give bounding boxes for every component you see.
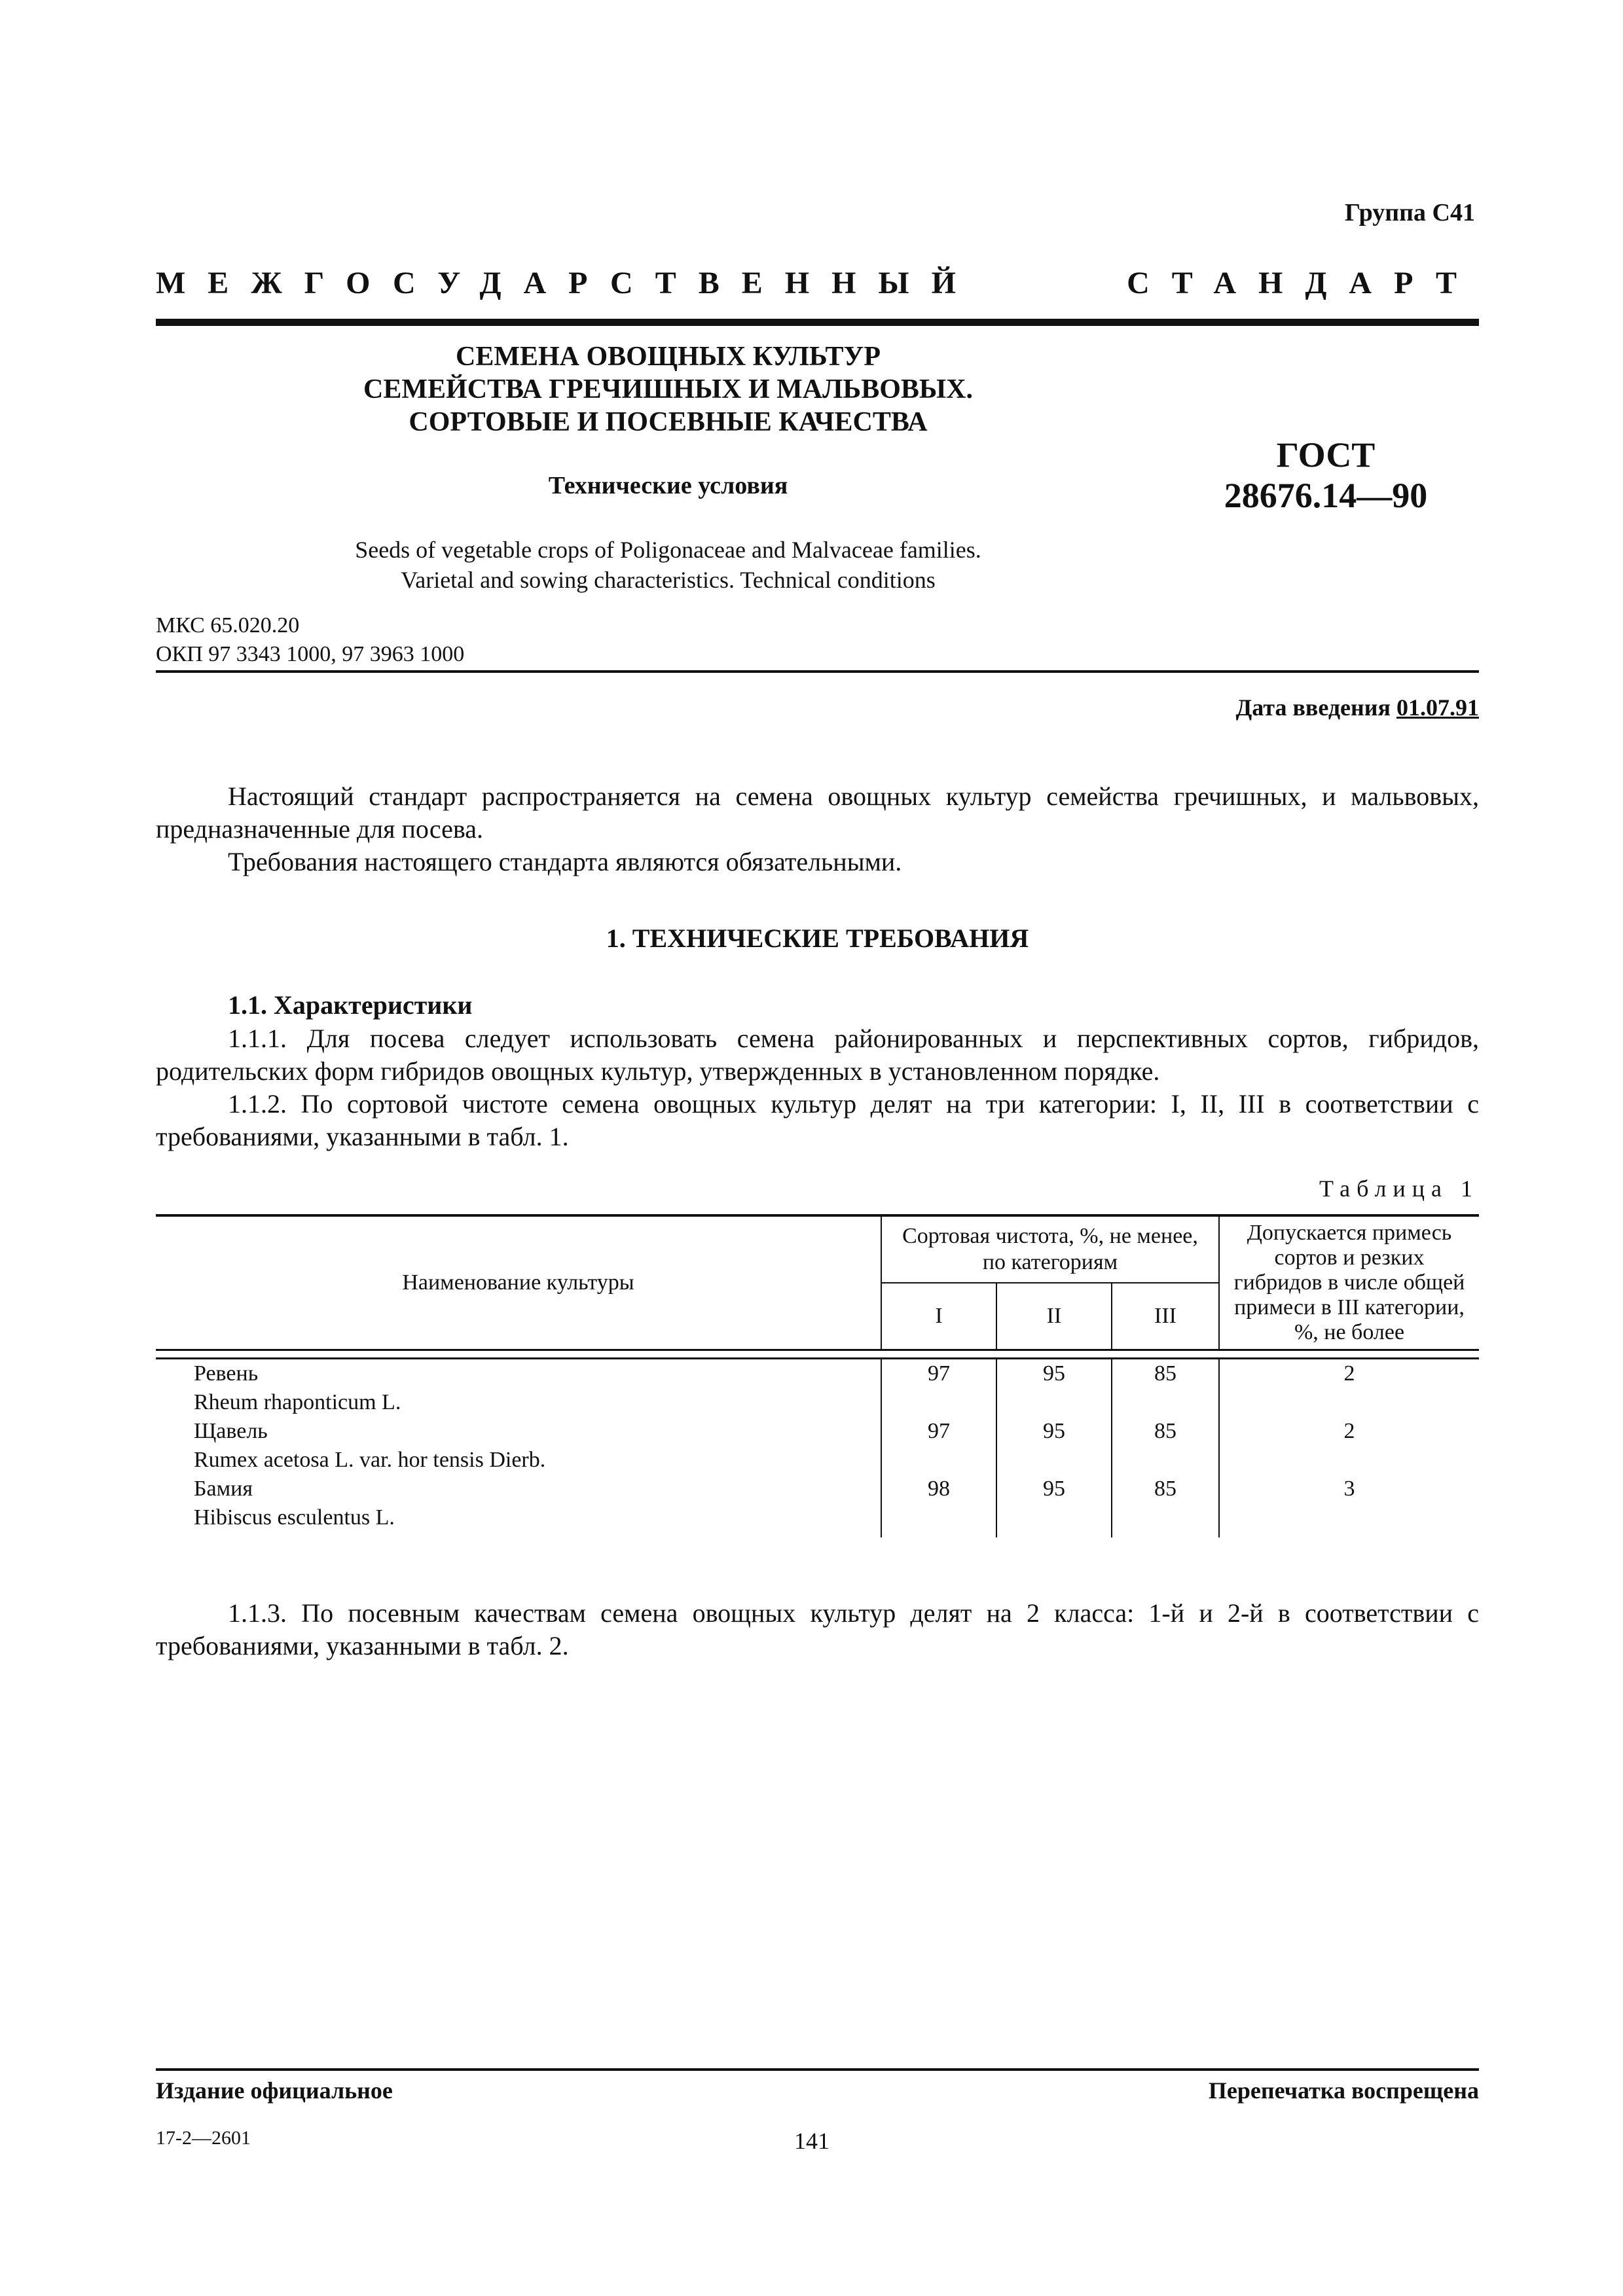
mandatory-paragraph: Требования настоящего стандарта являются обязательными. [228, 847, 902, 876]
paragraph-1-1-3: 1.1.3. По посевным качествам семена овощных культур делят на 2 класса: 1-й и 2-й в соответствии с требованиями, указанными в табл. 2. [156, 1598, 1479, 1660]
title-line-2: СЕМЕЙСТВА ГРЕЧИШНЫХ И МАЛЬВОВЫХ. [363, 374, 973, 404]
document-subtitle: Технические условия [548, 472, 788, 499]
subsection-heading: 1.1. Характеристики [228, 990, 473, 1020]
interstate-heading: МЕЖГОСУДАРСТВЕННЫЙ [156, 266, 978, 300]
culture-name-ru: Бамия [194, 1477, 253, 1501]
category-1-value: 97 [881, 1359, 996, 1389]
culture-name-latin: Hibiscus esculentus L. [194, 1505, 395, 1530]
table-row [156, 1359, 1479, 1389]
title-line-1: СЕМЕНА ОВОЩНЫХ КУЛЬТУР [455, 342, 881, 372]
category-3-value: 85 [1112, 1359, 1219, 1389]
classification-codes [156, 611, 464, 669]
document-title [156, 340, 1180, 439]
category-1-value: 97 [881, 1417, 996, 1446]
purity-table [156, 1214, 1479, 1537]
introduction-date [1236, 694, 1480, 721]
group-label: Группа С41 [1344, 199, 1475, 226]
date-label: Дата введения [1235, 694, 1391, 721]
header-rule [156, 319, 1479, 326]
header-category-3: III [1112, 1283, 1219, 1350]
category-1-value: 98 [881, 1475, 996, 1503]
english-title-line-2: Varietal and sowing characteristics. Technical conditions [401, 567, 936, 593]
category-2-value: 95 [996, 1417, 1112, 1446]
paragraph-1-1-1: 1.1.1. Для посева следует использовать семена районированных и перспективных сортов, гибридов, родительских форм гибридов овощных культур, утвержденных в установленном порядке. [156, 1024, 1479, 1086]
english-title [156, 535, 1180, 595]
admixture-value: 2 [1219, 1359, 1479, 1389]
title-line-3: СОРТОВЫЕ И ПОСЕВНЫЕ КАЧЕСТВА [409, 407, 928, 437]
table-row [156, 1446, 1479, 1475]
date-value: 01.07.91 [1396, 694, 1479, 721]
category-2-value: 95 [996, 1359, 1112, 1389]
intro-paragraph: Настоящий стандарт распространяется на семена овощных культур семейства гречишных, и мальвовых, предназначенные для посева. [156, 781, 1479, 844]
footer-rule [156, 2068, 1479, 2071]
codes-rule [156, 670, 1479, 673]
header-varietal-purity: Сортовая чистота, %, не менее, по категориям [881, 1215, 1219, 1283]
culture-name-ru: Щавель [194, 1419, 268, 1443]
english-title-line-1: Seeds of vegetable crops of Poligonaceae and Malvaceae families. [355, 537, 981, 563]
table-caption: Таблица 1 [1319, 1175, 1479, 1202]
category-2-value: 95 [996, 1475, 1112, 1503]
reprint-prohibited-label: Перепечатка воспрещена [1208, 2077, 1479, 2104]
page-number: 141 [794, 2128, 830, 2154]
table-row [156, 1503, 1479, 1532]
culture-name-latin: Rumex acetosa L. var. hor tensis Dierb. [194, 1448, 546, 1472]
gost-number: 28676.14—90 [1224, 476, 1428, 515]
culture-name-latin: Rheum rhaponticum L. [194, 1390, 401, 1414]
header-admixture: Допускается примесь сортов и резких гибридов в числе общей примеси в III категории, %, не более [1219, 1215, 1479, 1350]
mks-code: МКС 65.020.20 [156, 613, 300, 637]
okp-code: ОКП 97 3343 1000, 97 3963 1000 [156, 642, 465, 666]
admixture-value: 2 [1219, 1417, 1479, 1446]
table-row [156, 1475, 1479, 1503]
culture-name-ru: Ревень [194, 1361, 259, 1386]
table-row [156, 1388, 1479, 1417]
admixture-value: 3 [1219, 1475, 1479, 1503]
category-3-value: 85 [1112, 1417, 1219, 1446]
table-row [156, 1417, 1479, 1446]
standard-heading: СТАНДАРТ [1127, 266, 1479, 300]
header-separator [156, 1350, 1479, 1359]
section-heading: 1. ТЕХНИЧЕСКИЕ ТРЕБОВАНИЯ [606, 924, 1029, 953]
header-category-2: II [996, 1283, 1112, 1350]
print-code: 17-2—2601 [156, 2127, 251, 2149]
gost-designation [1178, 435, 1473, 516]
paragraph-1-1-2: 1.1.2. По сортовой чистоте семена овощных культур делят на три категории: I, II, III в соответствии с требованиями, указанными в табл. 1. [156, 1089, 1479, 1151]
gost-label: ГОСТ [1276, 435, 1376, 475]
official-edition-label: Издание официальное [156, 2077, 393, 2104]
category-3-value: 85 [1112, 1475, 1219, 1503]
header-category-1: I [881, 1283, 996, 1350]
header-culture-name: Наименование культуры [156, 1215, 881, 1350]
